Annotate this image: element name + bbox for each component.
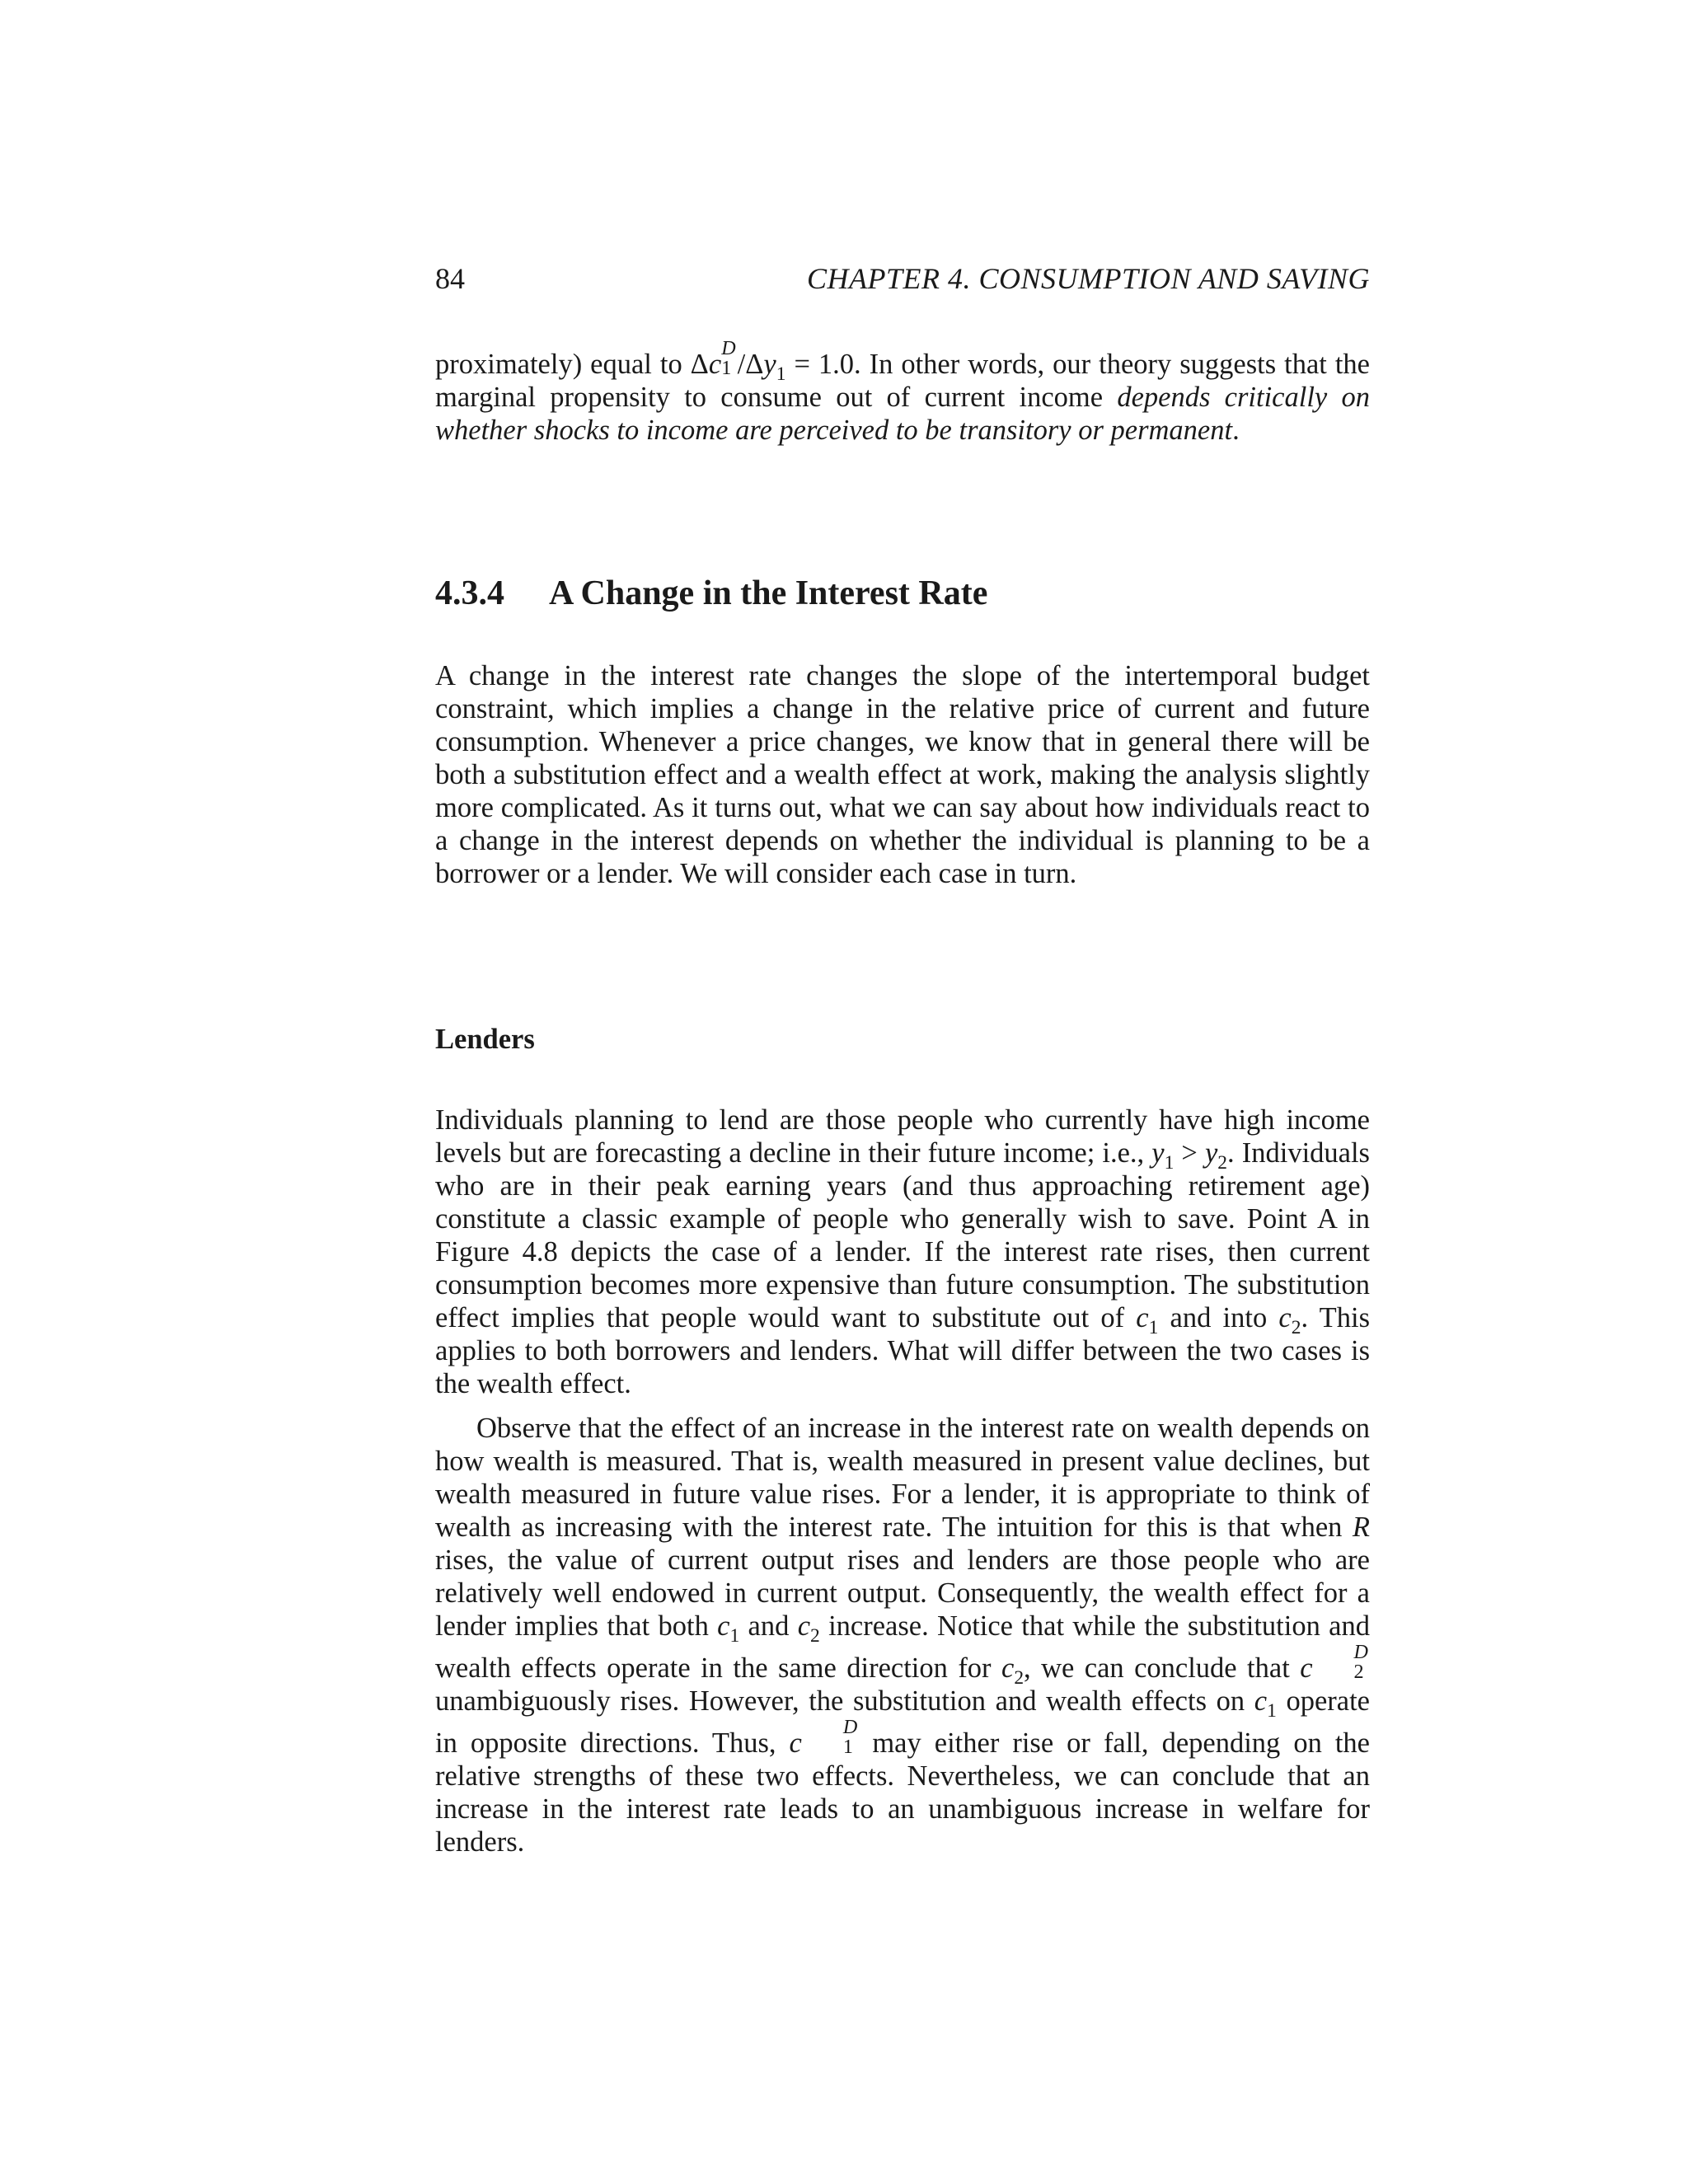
section-heading [435,569,1370,618]
paragraph-intro: proximately) equal to Δc D 1 $/\Delta y_1 = 1.0$. In other words, our theory suggests that the marginal propensity to consume out of current income depends critically on whether shocks to income are perceived to be transitory or permanent. [435,337,1370,446]
math-script: D 2 [1353,1641,1368,1684]
subsection-heading: Lenders [435,1024,535,1055]
section-number: 4.3.4 [435,574,504,612]
running-head: CHAPTER 4. CONSUMPTION AND SAVING [806,262,1370,295]
emphasis-text: depends critically on whether shocks to income are perceived to be transitory or permanent [435,381,1370,446]
paragraph-wealth-effect: Observe that the effect of an increase in the interest rate on wealth depends on how wealth is measured. That is, wealth measured in present value declines, but wealth measured in future value rises. For a lender, it is appropriate to think of wealth as increasing with the interest rate. The intuition for this is that when R rises, the value of current output rises and lenders are those people who are relatively well endowed in current output. Consequently, the wealth effect for a lender implies that both $c_1$ and $c_2$ increase. Notice that while the substitution and wealth effects operate in the same direction for $c_2$, we can conclude that c D 2 unambiguously rises. However, the substitution and wealth effects on $c_1$ operate in opposite directions. Thus, c D 1 may either rise or fall, depending on the relative strengths of these two effects. Nevertheless, we can conclude that an increase in the interest rate leads to an unambiguous increase in welfare for lenders. [435,1413,1370,1858]
paragraph-interest-rate: A change in the interest rate changes the slope of the intertemporal budget constraint, which implies a change in the relative price of current and future consumption. Whenever a price changes, we know that in general there will be both a substitution effect and a wealth effect at work, making the analysis slightly more complicated. As it turns out, what we can say about how individuals react to a change in the interest depends on whether the individual is planning to be a borrower or a lender. We will consider each case in turn. [435,660,1370,889]
math-script: D 1 [721,337,736,380]
page-number: 84 [435,262,465,295]
page-header [435,257,1370,300]
math-script: D 1 [842,1715,858,1759]
paragraph-lenders: Individuals planning to lend are those people who currently have high income levels but are forecasting a decline in their future income; i.e., $y_1 > y_2$. Individuals who are in their peak earning years (and thus approaching retirement age) constitute a classic example of people who generally wish to save. Point A in Figure 4.8 depicts the case of a lender. If the interest rate rises, then current consumption becomes more expensive than future consumption. The substitution effect implies that people would want to substitute out of $c_1$ and into $c_2$. This applies to both borrowers and lenders. What will differ between the two cases is the wealth effect. [435,1104,1370,1399]
section-title: A Change in the Interest Rate [549,574,988,612]
